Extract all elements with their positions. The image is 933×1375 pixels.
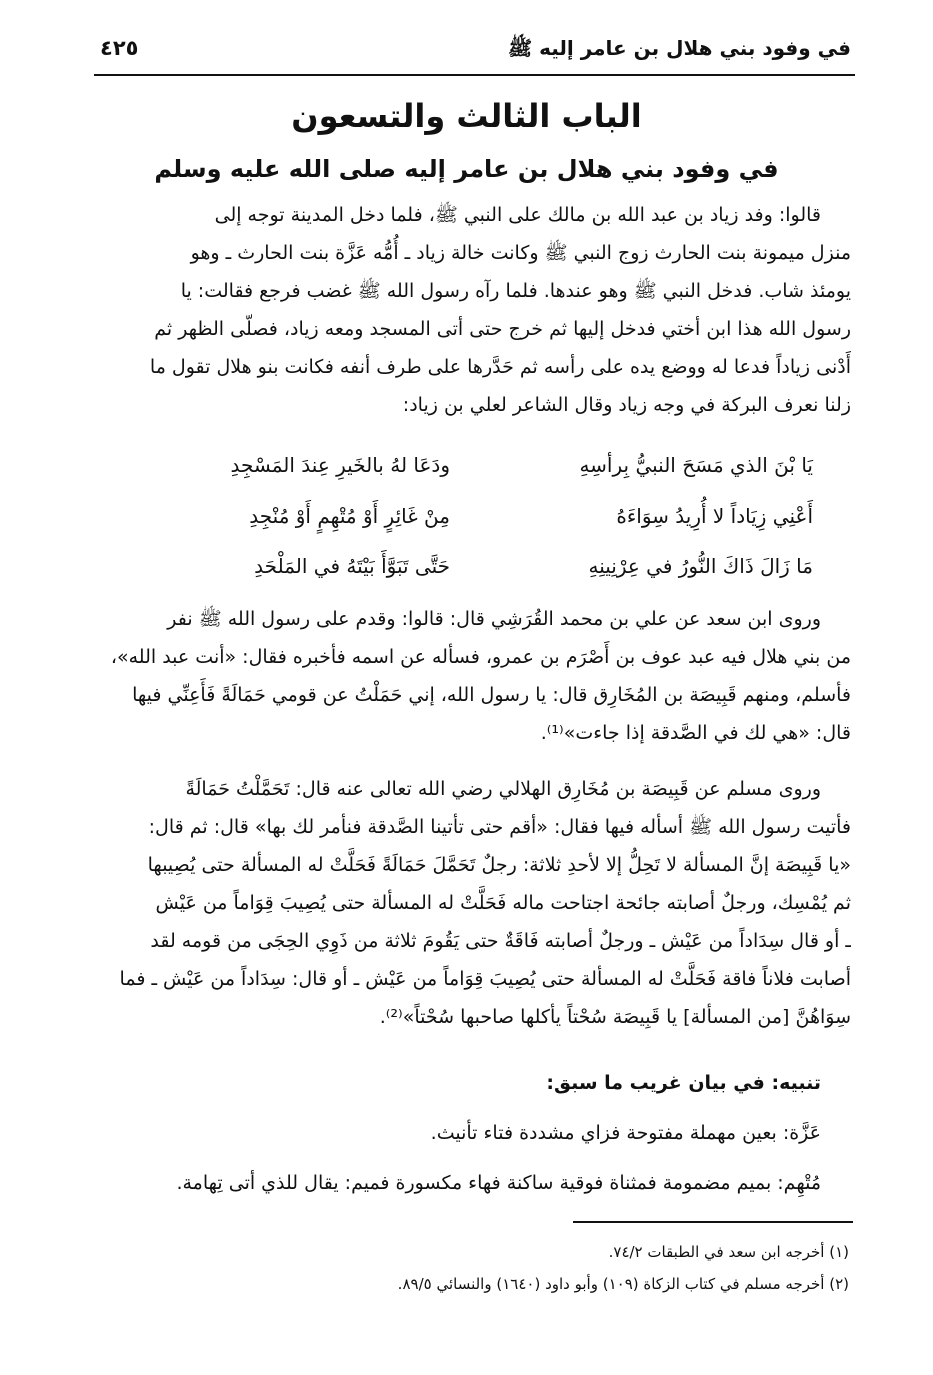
header-divider	[94, 74, 855, 76]
body-line: قال: «هي لك في الصَّدقة إذا جاءت»⁽¹⁾.	[540, 722, 851, 744]
chapter-title: الباب الثالث والتسعون	[291, 97, 642, 135]
body-line: سِوَاهُنَّ [من المسألة] يا قَبِيصَة سُحْتاً يأكلها صاحبها سُحْتاً»⁽²⁾.	[379, 1006, 851, 1028]
body-line: رسول الله هذا ابن أختي فدخل إليها ثم خرج حتى أتى المسجد ومعه زياد، فصلّى الظهر ثم	[154, 318, 851, 340]
body-line: أَدْنى زياداً فدعا له ووضع يده على رأسه ثم حَدَّرها على طرف أنفه فكانت بنو هلال تقول ما	[149, 356, 851, 378]
body-line: أصابت فلاناً فاقة فَحَلَّتْ له المسألة حتى يُصِيبَ قِوَاماً من عَيْش ـ أو قال: سِدَاداً من عَيْش ـ فما	[119, 968, 851, 990]
verse-hemistich-left: حَتَّى تَبَوَّأَ بَيْتَهُ في المَلْحَدِ	[254, 554, 450, 578]
page-header	[100, 30, 851, 70]
body-line: فأسلم، ومنهم قَبِيصَة بن المُخَارِق قال: يا رسول الله، إني حَمَلْتُ عن قومي حَمَالَةً فَأَعِنِّي فيها	[132, 684, 851, 706]
note-item: مُتْهِم: بميم مضمومة فمثناة فوقية ساكنة فهاء مكسورة فميم: يقال للذي أتى تِهامة.	[176, 1172, 821, 1194]
body-line: فأتيت رسول الله ﷺ أسأله فيها فقال: «أقم حتى تأتينا الصَّدقة فنأمر لك بها» قال: ثم قال:	[148, 816, 851, 838]
footnote-divider	[573, 1221, 853, 1223]
body-line: زلنا نعرف البركة في وجه زياد وقال الشاعر لعلي بن زياد:	[402, 394, 851, 416]
page-number: ٤٢٥	[100, 36, 139, 60]
verse-hemistich-right: يَا بْنَ الذي مَسَحَ النبيُّ بِرأسِهِ	[579, 453, 813, 477]
section-title: في وفود بني هلال بن عامر إليه صلى الله عليه وسلم	[154, 155, 779, 183]
body-line: قالوا: وفد زياد بن عبد الله بن مالك على النبي ﷺ، فلما دخل المدينة توجه إلى	[214, 204, 821, 226]
running-title: في وفود بني هلال بن عامر إليه ﷺ	[507, 36, 851, 60]
body-line: يومئذ شاب. فدخل النبي ﷺ وهو عندها. فلما رآه رسول الله ﷺ غضب فرجع فقالت: يا	[180, 280, 851, 302]
verse-hemistich-left: مِنْ غَائِرٍ أَوْ مُتْهِمٍ أَوْ مُنْجِدِ	[249, 504, 450, 528]
body-line: وروى ابن سعد عن علي بن محمد القُرَشِي قال: قالوا: وقدم على رسول الله ﷺ نفر	[167, 608, 821, 630]
verse-hemistich-right: أَعْنِي زِيَاداً لا أُرِيدُ سِوَاءَهُ	[616, 504, 813, 528]
body-line: ـ أو قال سِدَاداً من عَيْش ـ ورجلٌ أصابته فَاقَةٌ حتى يَقُومَ ثلاثة من ذَوِي الحِجَى من قومه لقد	[150, 930, 851, 952]
body-line: من بني هلال فيه عبد عوف بن أَصْرَم بن عمرو، فسأله عن اسمه فأخبره فقال: «أنت عبد الله»،	[110, 646, 851, 668]
body-line: منزل ميمونة بنت الحارث زوج النبي ﷺ وكانت خالة زياد ـ أُمُّه عَزَّة بنت الحارث ـ وهو	[190, 242, 851, 264]
footnote: (١) أخرجه ابن سعد في الطبقات ٧٤/٢.	[608, 1243, 849, 1261]
verse-hemistich-left: ودَعَا لهُ بالخَيرِ عِندَ المَسْجِدِ	[230, 453, 450, 477]
body-line: ثم يُمْسِك، ورجلٌ أصابته جائحة اجتاحت ماله فَحَلَّتْ له المسألة حتى يُصِيبَ قِوَاماً من عَيْش	[155, 892, 851, 914]
body-line: وروى مسلم عن قَبِيصَة بن مُخَارِق الهلالي رضي الله تعالى عنه قال: تَحَمَّلْتُ حَمَالَةً	[185, 778, 821, 800]
footnote: (٢) أخرجه مسلم في كتاب الزكاة (١٠٩) وأبو داود (١٦٤٠) والنسائي ٨٩/٥.	[397, 1275, 849, 1293]
note-item: عَزَّة: بعين مهملة مفتوحة فزاي مشددة فتاء تأنيث.	[430, 1122, 821, 1144]
verse-hemistich-right: مَا زَالَ ذَاكَ النُّورُ في عِرْنِينِهِ	[588, 554, 813, 578]
body-line: «يا قَبِيصَة إنَّ المسألة لا تَحِلُّ إلا لأحدِ ثلاثة: رجلٌ تَحَمَّلَ حَمَالَةً فَحَلَّتْ له المسألة حتى يُصِيبها	[147, 854, 851, 876]
note-heading: تنبيه: في بيان غريب ما سبق:	[546, 1072, 821, 1094]
